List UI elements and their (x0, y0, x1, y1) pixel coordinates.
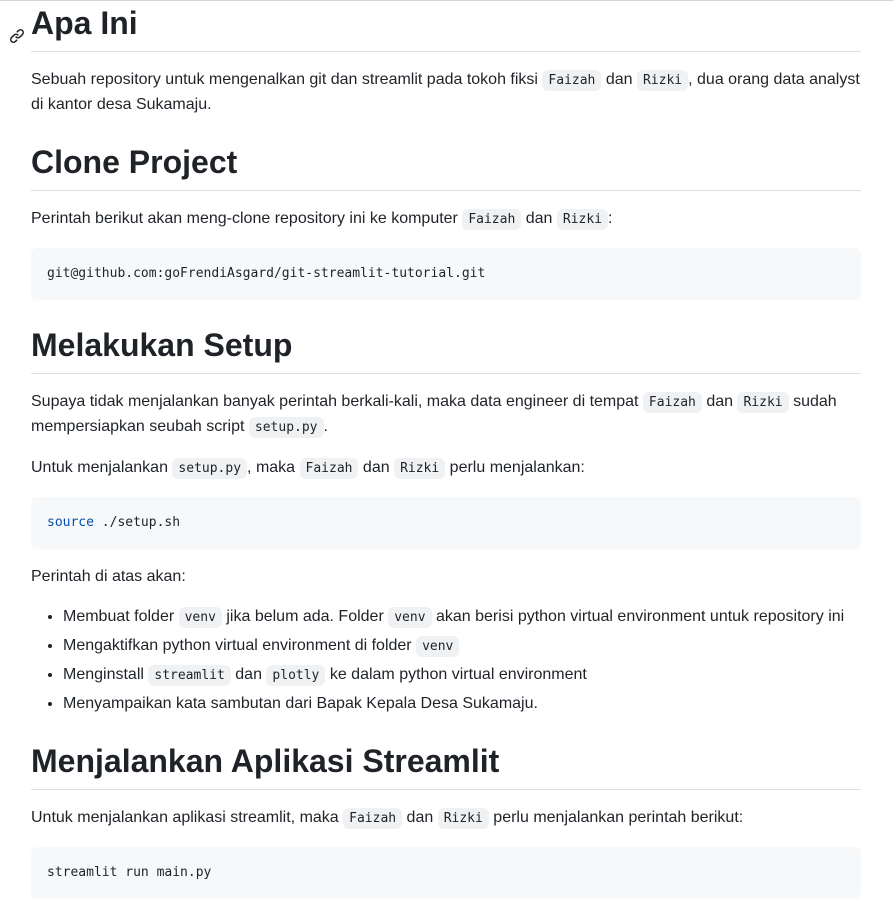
heading-apa-ini (31, 3, 861, 52)
heading-text: Apa Ini (31, 5, 138, 41)
inline-code: Rizki (737, 392, 788, 413)
inline-code: plotly (266, 665, 325, 686)
list-item: • Menyampaikan kata sambutan dari Bapak Kepala Desa Sukamaju. (63, 692, 861, 716)
inline-code: venv (416, 636, 459, 657)
inline-code: Rizki (637, 70, 688, 91)
list-item: • Membuat folder venv jika belum ada. Folder venv akan berisi python virtual environment untuk repository ini (63, 605, 861, 630)
inline-code: setup.py (249, 417, 324, 438)
paragraph-run: Untuk menjalankan aplikasi streamlit, maka Faizah dan Rizki perlu menjalankan perintah berikut: (31, 806, 861, 831)
paragraph-setup-3: Perintah di atas akan: (31, 568, 186, 585)
inline-code: Faizah (300, 458, 359, 479)
link-icon[interactable] (9, 13, 27, 31)
heading-menjalankan-aplikasi: Menjalankan Aplikasi Streamlit (31, 741, 861, 790)
inline-code: venv (388, 607, 431, 628)
readme-content (0, 3, 861, 899)
inline-code: Rizki (557, 209, 608, 230)
paragraph-intro: Sebuah repository untuk mengenalkan git dan streamlit pada tokoh fiksi Faizah dan Rizki , dua orang data analyst di kantor desa Sukamaju. (31, 71, 860, 113)
code-keyword: source (47, 515, 94, 530)
list-item: • Menginstall streamlit dan plotly ke dalam python virtual environment (63, 663, 861, 688)
heading-melakukan-setup: Melakukan Setup (31, 325, 861, 374)
setup-list (31, 605, 861, 716)
code-block-setup[interactable]: source ./setup.sh (31, 497, 861, 549)
list-item: • Mengaktifkan python virtual environment di folder venv (63, 634, 861, 659)
inline-code: Faizah (542, 70, 601, 91)
inline-code: streamlit (148, 665, 230, 686)
code-block-clone[interactable]: git@github.com:goFrendiAsgard/git-streamlit-tutorial.git (31, 248, 861, 300)
heading-clone-project: Clone Project (31, 142, 861, 191)
code-block-run[interactable]: streamlit run main.py (31, 847, 861, 899)
paragraph-setup-2: Untuk menjalankan setup.py , maka Faizah dan Rizki perlu menjalankan: (31, 456, 861, 481)
paragraph-setup-1: Supaya tidak menjalankan banyak perintah berkali-kali, maka data engineer di tempat Faizah dan Rizki sudah mempersiapkan seubah script setup.py . (31, 390, 861, 440)
paragraph-clone: Perintah berikut akan meng-clone repository ini ke komputer Faizah dan Rizki : (31, 207, 861, 232)
inline-code: Faizah (343, 808, 402, 829)
inline-code: Rizki (394, 458, 445, 479)
inline-code: Faizah (643, 392, 702, 413)
inline-code: setup.py (172, 458, 247, 479)
inline-code: Faizah (462, 209, 521, 230)
inline-code: venv (179, 607, 222, 628)
inline-code: Rizki (438, 808, 489, 829)
